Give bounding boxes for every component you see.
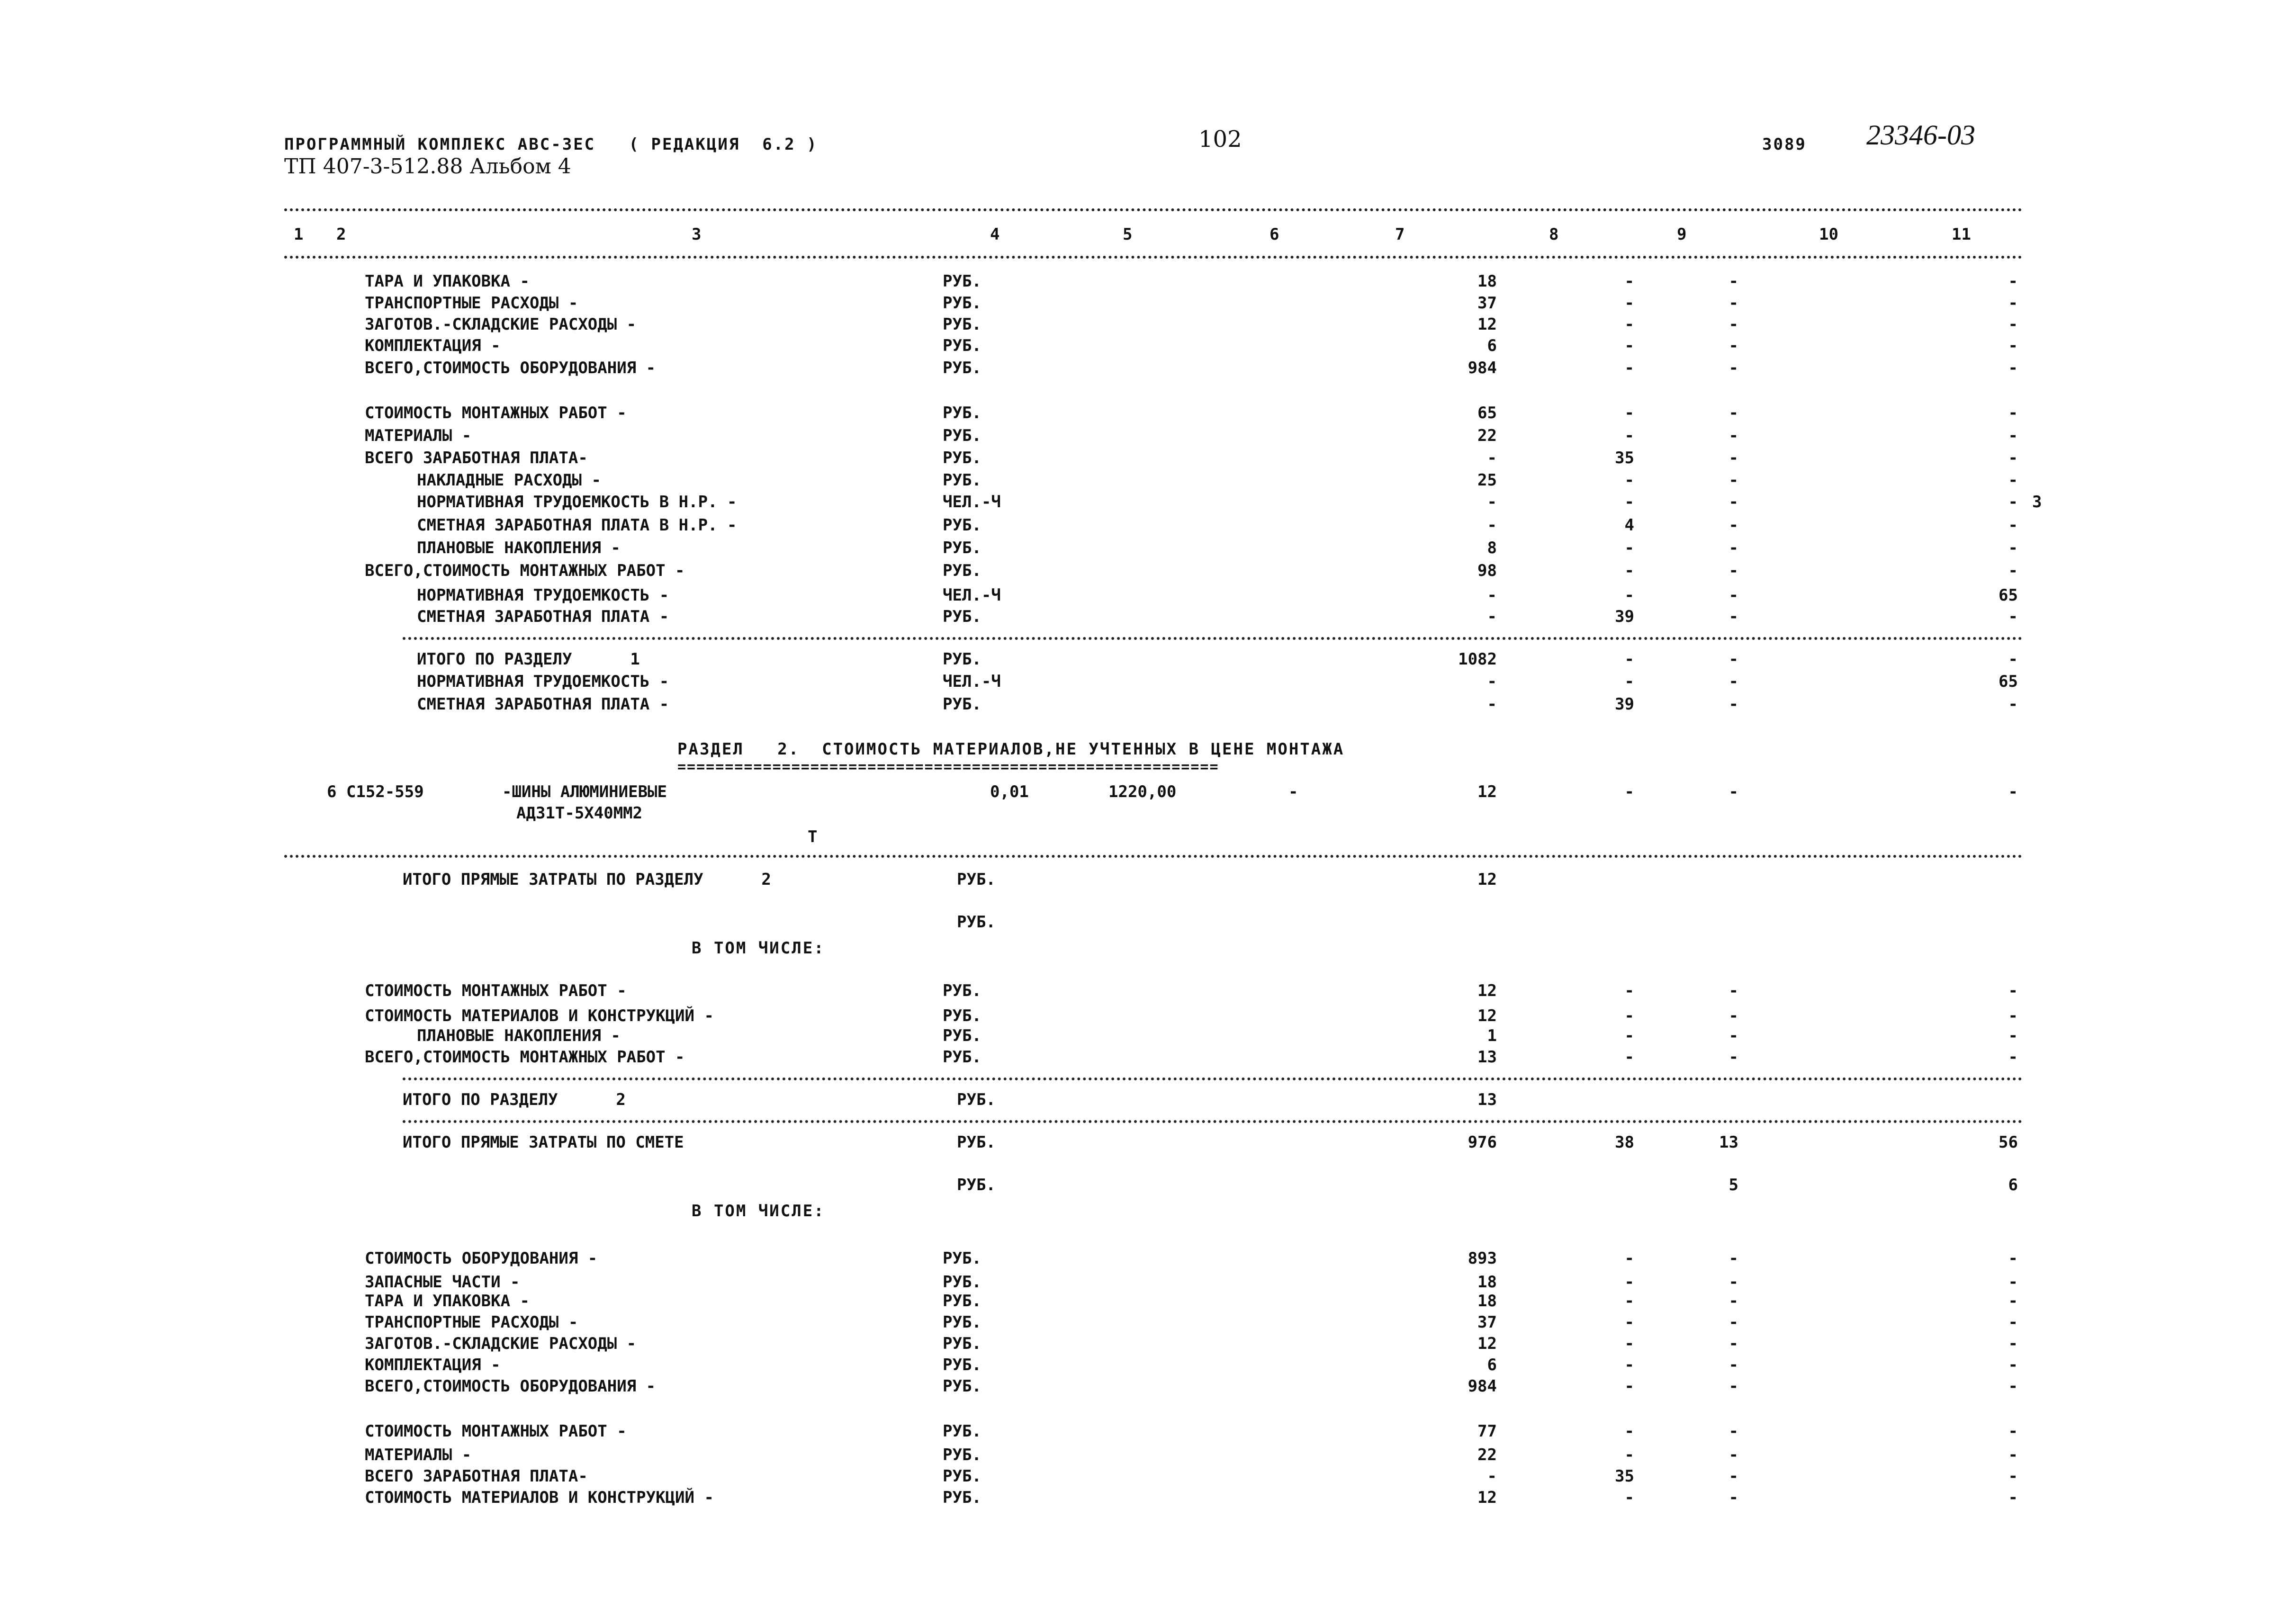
row-label: ЗАГОТОВ.-СКЛАДСКИЕ РАСХОДЫ -: [365, 1334, 637, 1353]
row-col7: 12: [1477, 981, 1497, 1000]
estimate-unit: РУБ.: [957, 1133, 996, 1152]
row-col11: -: [2008, 1048, 2018, 1067]
table-row: [0, 1314, 2296, 1333]
row-col8: -: [1624, 1334, 1634, 1353]
table-row: [0, 316, 2296, 335]
row-col11: -: [2008, 607, 2018, 626]
row-col11: -: [2008, 1313, 2018, 1332]
row-label: ЗАГОТОВ.-СКЛАДСКИЕ РАСХОДЫ -: [365, 315, 637, 334]
row-col11: -: [2008, 1334, 2018, 1353]
row-label: СТОИМОСТЬ МОНТАЖНЫХ РАБОТ -: [365, 1422, 627, 1441]
row-col8: -: [1624, 426, 1634, 445]
row-unit: РУБ.: [943, 1377, 981, 1396]
row-col11: -: [2008, 1488, 2018, 1507]
table-row: [0, 651, 2296, 670]
row-col8: -: [1624, 315, 1634, 334]
row-label: НОРМАТИВНАЯ ТРУДОЕМКОСТЬ В Н.Р. -: [417, 493, 737, 512]
row-unit: ЧЕЛ.-Ч: [943, 672, 1001, 691]
material-spec-row: [0, 805, 2296, 824]
column-header-10: 10: [1819, 225, 1838, 244]
row-col8: -: [1624, 1356, 1634, 1374]
table-row: [0, 450, 2296, 469]
row-col7: 18: [1477, 1273, 1497, 1292]
row-col8: -: [1624, 1006, 1634, 1025]
row-label: ВСЕГО,СТОИМОСТЬ ОБОРУДОВАНИЯ -: [365, 359, 656, 377]
table-row: [0, 673, 2296, 692]
row-col9: -: [1729, 1292, 1738, 1311]
row-label: МАТЕРИАЛЫ -: [365, 426, 472, 445]
row-col7: -: [1487, 516, 1497, 535]
row-col7: 12: [1477, 1334, 1497, 1353]
row-col8: -: [1624, 1488, 1634, 1507]
row-unit: ЧЕЛ.-Ч: [943, 493, 1001, 512]
row-col8: 35: [1615, 1467, 1634, 1486]
row-col9: -: [1729, 650, 1738, 669]
section2-direct-row: [0, 871, 2296, 890]
row-label: НОРМАТИВНАЯ ТРУДОЕМКОСТЬ -: [417, 586, 669, 605]
row-label: ТАРА И УПАКОВКА -: [365, 1292, 530, 1311]
table-row: [0, 428, 2296, 447]
row-col8: -: [1624, 1377, 1634, 1396]
table-row: [0, 360, 2296, 379]
row-unit: РУБ.: [943, 561, 981, 580]
row-col9: -: [1729, 516, 1738, 535]
program-title: ПРОГРАММНЫЙ КОМПЛЕКС АВС-3ЕС ( РЕДАКЦИЯ 6.2 ): [284, 135, 818, 154]
row-unit: РУБ.: [943, 359, 981, 377]
header-bottom-rule: [284, 256, 2023, 259]
row-col9: -: [1729, 1445, 1738, 1464]
column-header-2: 2: [336, 225, 346, 244]
row-col11: -: [2008, 539, 2018, 557]
row-label: СМЕТНАЯ ЗАРАБОТНАЯ ПЛАТА В Н.Р. -: [417, 516, 737, 535]
table-row: [0, 1357, 2296, 1376]
table-row: [0, 1378, 2296, 1397]
row-unit: РУБ.: [943, 1488, 981, 1507]
table-row: [0, 1274, 2296, 1293]
table-row: [0, 494, 2296, 513]
row-col7: -: [1487, 586, 1497, 605]
estimate-col9b: 5: [1729, 1176, 1738, 1194]
row-col11: -: [2008, 1292, 2018, 1311]
row-label: СТОИМОСТЬ МАТЕРИАЛОВ И КОНСТРУКЦИЙ -: [365, 1488, 714, 1507]
estimate-including: В ТОМ ЧИСЛЕ:: [692, 1202, 825, 1221]
column-header-1: 1: [294, 225, 304, 244]
table-row: [0, 1468, 2296, 1487]
table-row: [0, 1336, 2296, 1355]
row-col8: 4: [1624, 516, 1634, 535]
row-col7: 37: [1477, 1313, 1497, 1332]
row-col9: -: [1729, 471, 1738, 490]
estimate-direct-row2: [0, 1177, 2296, 1196]
row-label: ЗАПАСНЫЕ ЧАСТИ -: [365, 1273, 520, 1292]
table-row: [0, 1008, 2296, 1027]
row-col8: -: [1624, 1292, 1634, 1311]
estimate-col11: 56: [1999, 1133, 2018, 1152]
row-col7: 12: [1477, 1006, 1497, 1025]
row-col11: -: [2008, 1422, 2018, 1441]
table-row: [0, 609, 2296, 628]
row-unit: РУБ.: [943, 404, 981, 422]
table-row: [0, 1250, 2296, 1269]
row-col7: 18: [1477, 1292, 1497, 1311]
row-col8: -: [1624, 561, 1634, 580]
row-col8: -: [1624, 1026, 1634, 1045]
table-row: [0, 517, 2296, 536]
row-col7: -: [1487, 449, 1497, 467]
row-col8: -: [1624, 471, 1634, 490]
row-label: СТОИМОСТЬ МОНТАЖНЫХ РАБОТ -: [365, 981, 627, 1000]
row-col11: -: [2008, 471, 2018, 490]
row-col8: -: [1624, 1445, 1634, 1464]
row-label: ВСЕГО,СТОИМОСТЬ МОНТАЖНЫХ РАБОТ -: [365, 1048, 685, 1067]
section2-total-label: ИТОГО ПО РАЗДЕЛУ 2: [403, 1090, 626, 1109]
table-row: [0, 587, 2296, 606]
row-unit: РУБ.: [943, 695, 981, 714]
row-unit: РУБ.: [943, 1467, 981, 1486]
row-col9: -: [1729, 1313, 1738, 1332]
row-unit: РУБ.: [943, 981, 981, 1000]
table-row: [0, 472, 2296, 491]
row-col11: -: [2008, 1273, 2018, 1292]
estimate-col7: 976: [1468, 1133, 1497, 1152]
row-label: ВСЕГО,СТОИМОСТЬ ОБОРУДОВАНИЯ -: [365, 1377, 656, 1396]
row-col9: -: [1729, 607, 1738, 626]
row-col11: -: [2008, 516, 2018, 535]
row-col8: -: [1624, 586, 1634, 605]
row-label: ТРАНСПОРТНЫЕ РАСХОДЫ -: [365, 294, 578, 313]
row-col7: -: [1487, 695, 1497, 714]
row-col7: 6: [1487, 1356, 1497, 1374]
row-col11: -: [2008, 493, 2018, 512]
section1-total-rule: [403, 637, 2023, 640]
column-header-9: 9: [1677, 225, 1687, 244]
row-col8: -: [1624, 672, 1634, 691]
row-col9: -: [1729, 586, 1738, 605]
row-col7: 984: [1468, 1377, 1497, 1396]
table-row: [0, 295, 2296, 314]
row-col7: 1082: [1458, 650, 1497, 669]
table-row: [0, 563, 2296, 582]
column-header-6: 6: [1270, 225, 1279, 244]
row-label: ВСЕГО ЗАРАБОТНАЯ ПЛАТА-: [365, 449, 588, 467]
row-col8: -: [1624, 404, 1634, 422]
row-unit: РУБ.: [943, 1273, 981, 1292]
row-col7: -: [1487, 1467, 1497, 1486]
row-label: СМЕТНАЯ ЗАРАБОТНАЯ ПЛАТА -: [417, 695, 669, 714]
row-col11: -: [2008, 1445, 2018, 1464]
row-unit: РУБ.: [943, 315, 981, 334]
row-col7: 18: [1477, 272, 1497, 291]
row-col8: -: [1624, 493, 1634, 512]
row-col7: 12: [1477, 315, 1497, 334]
row-col7: 13: [1477, 1048, 1497, 1067]
item-code: 6 С152-559: [327, 782, 424, 801]
row-col9: -: [1729, 1048, 1738, 1067]
section2-total-col7: 13: [1477, 1090, 1497, 1109]
table-row: [0, 273, 2296, 292]
row-col8: -: [1624, 1422, 1634, 1441]
row-col8: -: [1624, 272, 1634, 291]
direct-unit2: РУБ.: [957, 913, 996, 932]
sheet-code: 3089: [1762, 135, 1807, 154]
row-col11: -: [2008, 1249, 2018, 1268]
row-col7: 893: [1468, 1249, 1497, 1268]
row-unit: РУБ.: [943, 294, 981, 313]
row-col11: -: [2008, 336, 2018, 355]
estimate-col8: 38: [1615, 1133, 1634, 1152]
row-col11: -: [2008, 272, 2018, 291]
row-unit: ЧЕЛ.-Ч: [943, 586, 1001, 605]
section2-including: В ТОМ ЧИСЛЕ:: [692, 939, 825, 958]
row-col9: -: [1729, 272, 1738, 291]
row-unit: РУБ.: [943, 1445, 981, 1464]
row-unit: РУБ.: [943, 1026, 981, 1045]
row-col9: -: [1729, 1249, 1738, 1268]
estimate-label: ИТОГО ПРЯМЫЕ ЗАТРАТЫ ПО СМЕТЕ: [403, 1133, 684, 1152]
row-col11: -: [2008, 1026, 2018, 1045]
header-top-rule: [284, 208, 2023, 211]
row-unit: РУБ.: [943, 516, 981, 535]
row-label: НАКЛАДНЫЕ РАСХОДЫ -: [417, 471, 601, 490]
row-col9: -: [1729, 336, 1738, 355]
table-row: [0, 696, 2296, 715]
row-col8: 35: [1615, 449, 1634, 467]
row-col11: -: [2008, 426, 2018, 445]
table-row: [0, 1447, 2296, 1466]
row-col9: -: [1729, 1026, 1738, 1045]
row-col9: -: [1729, 539, 1738, 557]
row-col11: -: [2008, 1467, 2018, 1486]
row-col8: -: [1624, 539, 1634, 557]
row-col8: 39: [1615, 695, 1634, 714]
row-col8: -: [1624, 294, 1634, 313]
estimate-direct-row: [0, 1134, 2296, 1153]
row-col11: 65: [1999, 586, 2018, 605]
row-col11: 65: [1999, 672, 2018, 691]
row-col11: -: [2008, 561, 2018, 580]
estimate-col9: 13: [1719, 1133, 1738, 1152]
row-col7: 77: [1477, 1422, 1497, 1441]
direct-unit: РУБ.: [957, 870, 996, 889]
row-unit: РУБ.: [943, 1422, 981, 1441]
material-item-row: [0, 784, 2296, 803]
row-label: КОМПЛЕКТАЦИЯ -: [365, 336, 501, 355]
column-header-11: 11: [1952, 225, 1971, 244]
row-col11: -: [2008, 359, 2018, 377]
item-spec: АД31Т-5Х40ММ2: [516, 804, 643, 823]
row-col8: 39: [1615, 607, 1634, 626]
row-unit: РУБ.: [943, 1313, 981, 1332]
row-label: ТРАНСПОРТНЫЕ РАСХОДЫ -: [365, 1313, 578, 1332]
table-row: [0, 405, 2296, 424]
table-row: [0, 338, 2296, 357]
table-row: [0, 1049, 2296, 1068]
direct-label: ИТОГО ПРЯМЫЕ ЗАТРАТЫ ПО РАЗДЕЛУ 2: [403, 870, 771, 889]
section2-direct-row2: [0, 914, 2296, 933]
estimate-col11b: 6: [2008, 1176, 2018, 1194]
row-col7: 6: [1487, 336, 1497, 355]
row-unit: РУБ.: [943, 1006, 981, 1025]
row-col11: -: [2008, 315, 2018, 334]
row-col9: -: [1729, 449, 1738, 467]
row-col11: -: [2008, 404, 2018, 422]
row-col9: -: [1729, 695, 1738, 714]
row-unit: РУБ.: [943, 471, 981, 490]
row-col11: -: [2008, 1377, 2018, 1396]
row-col7: 8: [1487, 539, 1497, 557]
section2-underline: =========================================================: [677, 759, 1219, 775]
row-col8: -: [1624, 981, 1634, 1000]
section2-item-rule: [284, 855, 2023, 858]
row-label: СТОИМОСТЬ МАТЕРИАЛОВ И КОНСТРУКЦИЙ -: [365, 1006, 714, 1025]
table-row: [0, 1490, 2296, 1508]
document-title: ТП 407-3-512.88 Альбом 4: [284, 154, 571, 179]
row-col8: -: [1624, 1249, 1634, 1268]
row-col9: -: [1729, 981, 1738, 1000]
row-col9: -: [1729, 404, 1738, 422]
column-header-5: 5: [1123, 225, 1133, 244]
row-col9: -: [1729, 1377, 1738, 1396]
row-col9: -: [1729, 672, 1738, 691]
row-label: ПЛАНОВЫЕ НАКОПЛЕНИЯ -: [417, 1026, 621, 1045]
row-unit: РУБ.: [943, 1249, 981, 1268]
row-col7: 37: [1477, 294, 1497, 313]
column-header-7: 7: [1395, 225, 1405, 244]
row-label: ПЛАНОВЫЕ НАКОПЛЕНИЯ -: [417, 539, 621, 557]
row-col11: -: [2008, 294, 2018, 313]
item-quantity: 0,01: [990, 782, 1029, 801]
row-col8: -: [1624, 1048, 1634, 1067]
row-col7: -: [1487, 672, 1497, 691]
column-header-4: 4: [990, 225, 1000, 244]
table-row: [0, 1423, 2296, 1442]
row-col7: 25: [1477, 471, 1497, 490]
table-row: [0, 1028, 2296, 1047]
row-label: СТОИМОСТЬ МОНТАЖНЫХ РАБОТ -: [365, 404, 627, 422]
row-col8: -: [1624, 650, 1634, 669]
column-header-8: 8: [1549, 225, 1559, 244]
row-unit: РУБ.: [943, 1048, 981, 1067]
row-col9: -: [1729, 1467, 1738, 1486]
row-unit: РУБ.: [943, 650, 981, 669]
row-col7: 65: [1477, 404, 1497, 422]
row-col9: -: [1729, 315, 1738, 334]
row-col8: -: [1624, 359, 1634, 377]
row-unit: РУБ.: [943, 336, 981, 355]
row-unit: РУБ.: [943, 1334, 981, 1353]
row-label: МАТЕРИАЛЫ -: [365, 1445, 472, 1464]
row-col7: 22: [1477, 1445, 1497, 1464]
row-col11: -: [2008, 1356, 2018, 1374]
section2-title: РАЗДЕЛ 2. СТОИМОСТЬ МАТЕРИАЛОВ,НЕ УЧТЕННЫХ В ЦЕНЕ МОНТАЖА: [677, 740, 1345, 759]
row-label: ТАРА И УПАКОВКА -: [365, 272, 530, 291]
item-col8: -: [1624, 782, 1634, 801]
item-col11: -: [2008, 782, 2018, 801]
row-col11: -: [2008, 1006, 2018, 1025]
row-col11: -: [2008, 449, 2018, 467]
item-unit: Т: [808, 827, 818, 846]
row-col7: -: [1487, 493, 1497, 512]
row-col11: -: [2008, 695, 2018, 714]
row-col7: -: [1487, 607, 1497, 626]
row-col7: 1: [1487, 1026, 1497, 1045]
table-row: [0, 540, 2296, 559]
page-number: 102: [1198, 126, 1242, 153]
row-label: СМЕТНАЯ ЗАРАБОТНАЯ ПЛАТА -: [417, 607, 669, 626]
item-price: 1220,00: [1108, 782, 1177, 801]
row-label: КОМПЛЕКТАЦИЯ -: [365, 1356, 501, 1374]
row-col9: -: [1729, 426, 1738, 445]
row-col9: -: [1729, 561, 1738, 580]
row-col7: 22: [1477, 426, 1497, 445]
row-unit: РУБ.: [943, 272, 981, 291]
row-col7: 98: [1477, 561, 1497, 580]
row-unit: РУБ.: [943, 607, 981, 626]
column-header-3: 3: [692, 225, 702, 244]
row-col11: -: [2008, 981, 2018, 1000]
row-col8: -: [1624, 1313, 1634, 1332]
row-unit: РУБ.: [943, 539, 981, 557]
row-col7: 12: [1477, 1488, 1497, 1507]
row-col7: 984: [1468, 359, 1497, 377]
row-col9: -: [1729, 1334, 1738, 1353]
item-col9: -: [1729, 782, 1738, 801]
item-col6: -: [1288, 782, 1298, 801]
row-col8: -: [1624, 1273, 1634, 1292]
row-label: ВСЕГО,СТОИМОСТЬ МОНТАЖНЫХ РАБОТ -: [365, 561, 685, 580]
row-col12: 3: [2032, 493, 2042, 512]
section2-total-row: [0, 1092, 2296, 1111]
section2-total-rule: [403, 1077, 2023, 1080]
row-unit: РУБ.: [943, 1356, 981, 1374]
row-col9: -: [1729, 1273, 1738, 1292]
row-label: СТОИМОСТЬ ОБОРУДОВАНИЯ -: [365, 1249, 598, 1268]
item-name: -ШИНЫ АЛЮМИНИЕВЫЕ: [502, 782, 667, 801]
row-col8: -: [1624, 336, 1634, 355]
row-label: ИТОГО ПО РАЗДЕЛУ 1: [417, 650, 640, 669]
row-col11: -: [2008, 650, 2018, 669]
row-label: НОРМАТИВНАЯ ТРУДОЕМКОСТЬ -: [417, 672, 669, 691]
row-col9: -: [1729, 1488, 1738, 1507]
estimate-rule: [403, 1120, 2023, 1123]
row-col9: -: [1729, 359, 1738, 377]
table-row: [0, 1293, 2296, 1312]
row-label: ВСЕГО ЗАРАБОТНАЯ ПЛАТА-: [365, 1467, 588, 1486]
estimate-unit2: РУБ.: [957, 1176, 996, 1194]
row-col9: -: [1729, 1356, 1738, 1374]
item-col7: 12: [1477, 782, 1497, 801]
row-col9: -: [1729, 294, 1738, 313]
table-row: [0, 983, 2296, 1002]
handwritten-stamp: 23346-03: [1866, 119, 1975, 151]
row-unit: РУБ.: [943, 1292, 981, 1311]
row-unit: РУБ.: [943, 449, 981, 467]
row-col9: -: [1729, 1422, 1738, 1441]
material-unit-row: [0, 829, 2296, 848]
section2-total-unit: РУБ.: [957, 1090, 996, 1109]
row-col9: -: [1729, 493, 1738, 512]
direct-col7: 12: [1477, 870, 1497, 889]
row-col9: -: [1729, 1006, 1738, 1025]
row-unit: РУБ.: [943, 426, 981, 445]
